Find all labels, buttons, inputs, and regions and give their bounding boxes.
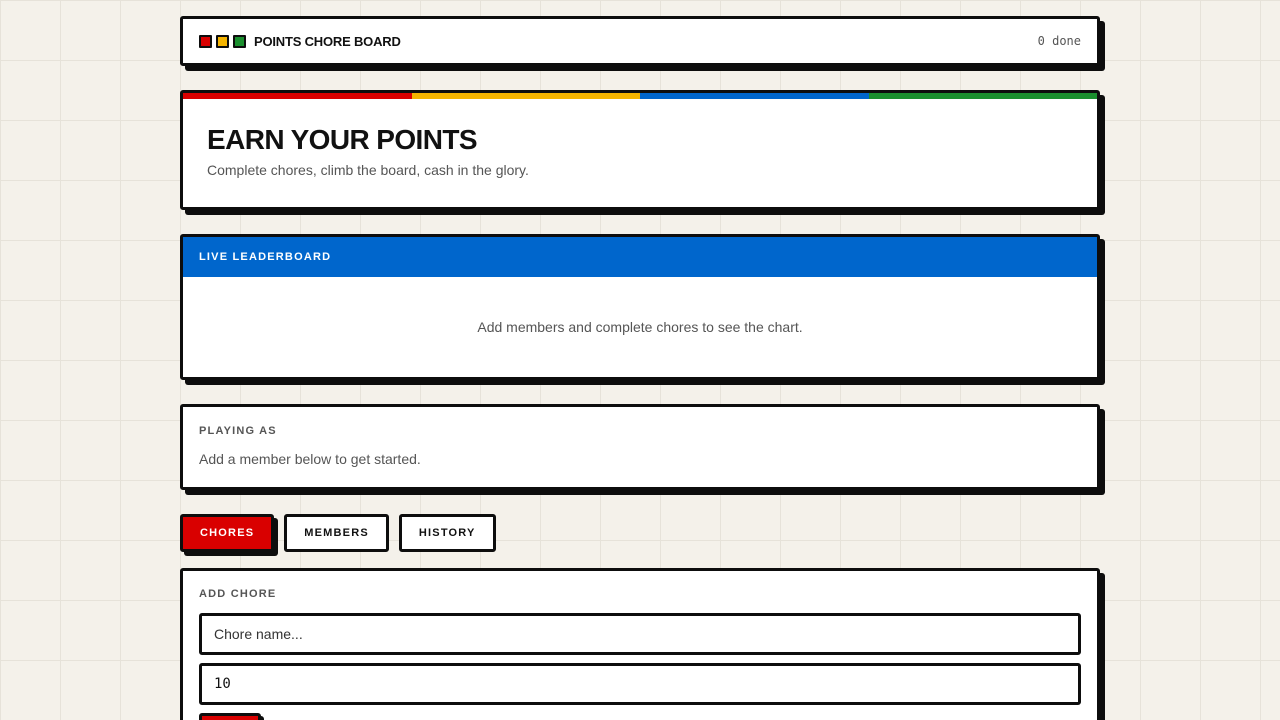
window-dots <box>199 35 246 48</box>
add-chore-button[interactable] <box>199 713 261 720</box>
playing-as-label: PLAYING AS <box>199 425 277 437</box>
hero-banner <box>180 90 1100 210</box>
green-dot-icon <box>233 35 246 48</box>
yellow-dot-icon <box>216 35 229 48</box>
page-title: EARN YOUR POINTS <box>207 124 477 155</box>
stripe-green <box>869 93 1098 99</box>
leaderboard-header: LIVE LEADERBOARD <box>183 237 1097 277</box>
stripe-blue <box>640 93 869 99</box>
chore-points-input[interactable] <box>199 663 1081 705</box>
add-chore-panel <box>180 568 1100 720</box>
tab-members[interactable]: MEMBERS <box>284 514 389 552</box>
add-chore-label: ADD CHORE <box>199 588 277 600</box>
color-stripe <box>183 93 1097 99</box>
stripe-red <box>183 93 412 99</box>
done-counter: 0 done <box>1037 34 1081 48</box>
leaderboard-panel <box>180 234 1100 380</box>
page-subtitle: Complete chores, climb the board, cash in the glory. <box>207 162 529 178</box>
top-bar <box>180 16 1100 66</box>
tab-chores[interactable]: CHORES <box>180 514 274 552</box>
red-dot-icon <box>199 35 212 48</box>
chore-name-input[interactable] <box>199 613 1081 655</box>
playing-as-hint: Add a member below to get started. <box>199 451 421 467</box>
app-title: POINTS CHORE BOARD <box>254 33 401 49</box>
stripe-yellow <box>412 93 641 99</box>
playing-as-panel <box>180 404 1100 490</box>
app-container <box>180 16 1100 720</box>
tab-bar <box>180 514 1100 552</box>
leaderboard-empty-message: Add members and complete chores to see the chart. <box>477 319 803 335</box>
tab-history[interactable]: HISTORY <box>399 514 496 552</box>
